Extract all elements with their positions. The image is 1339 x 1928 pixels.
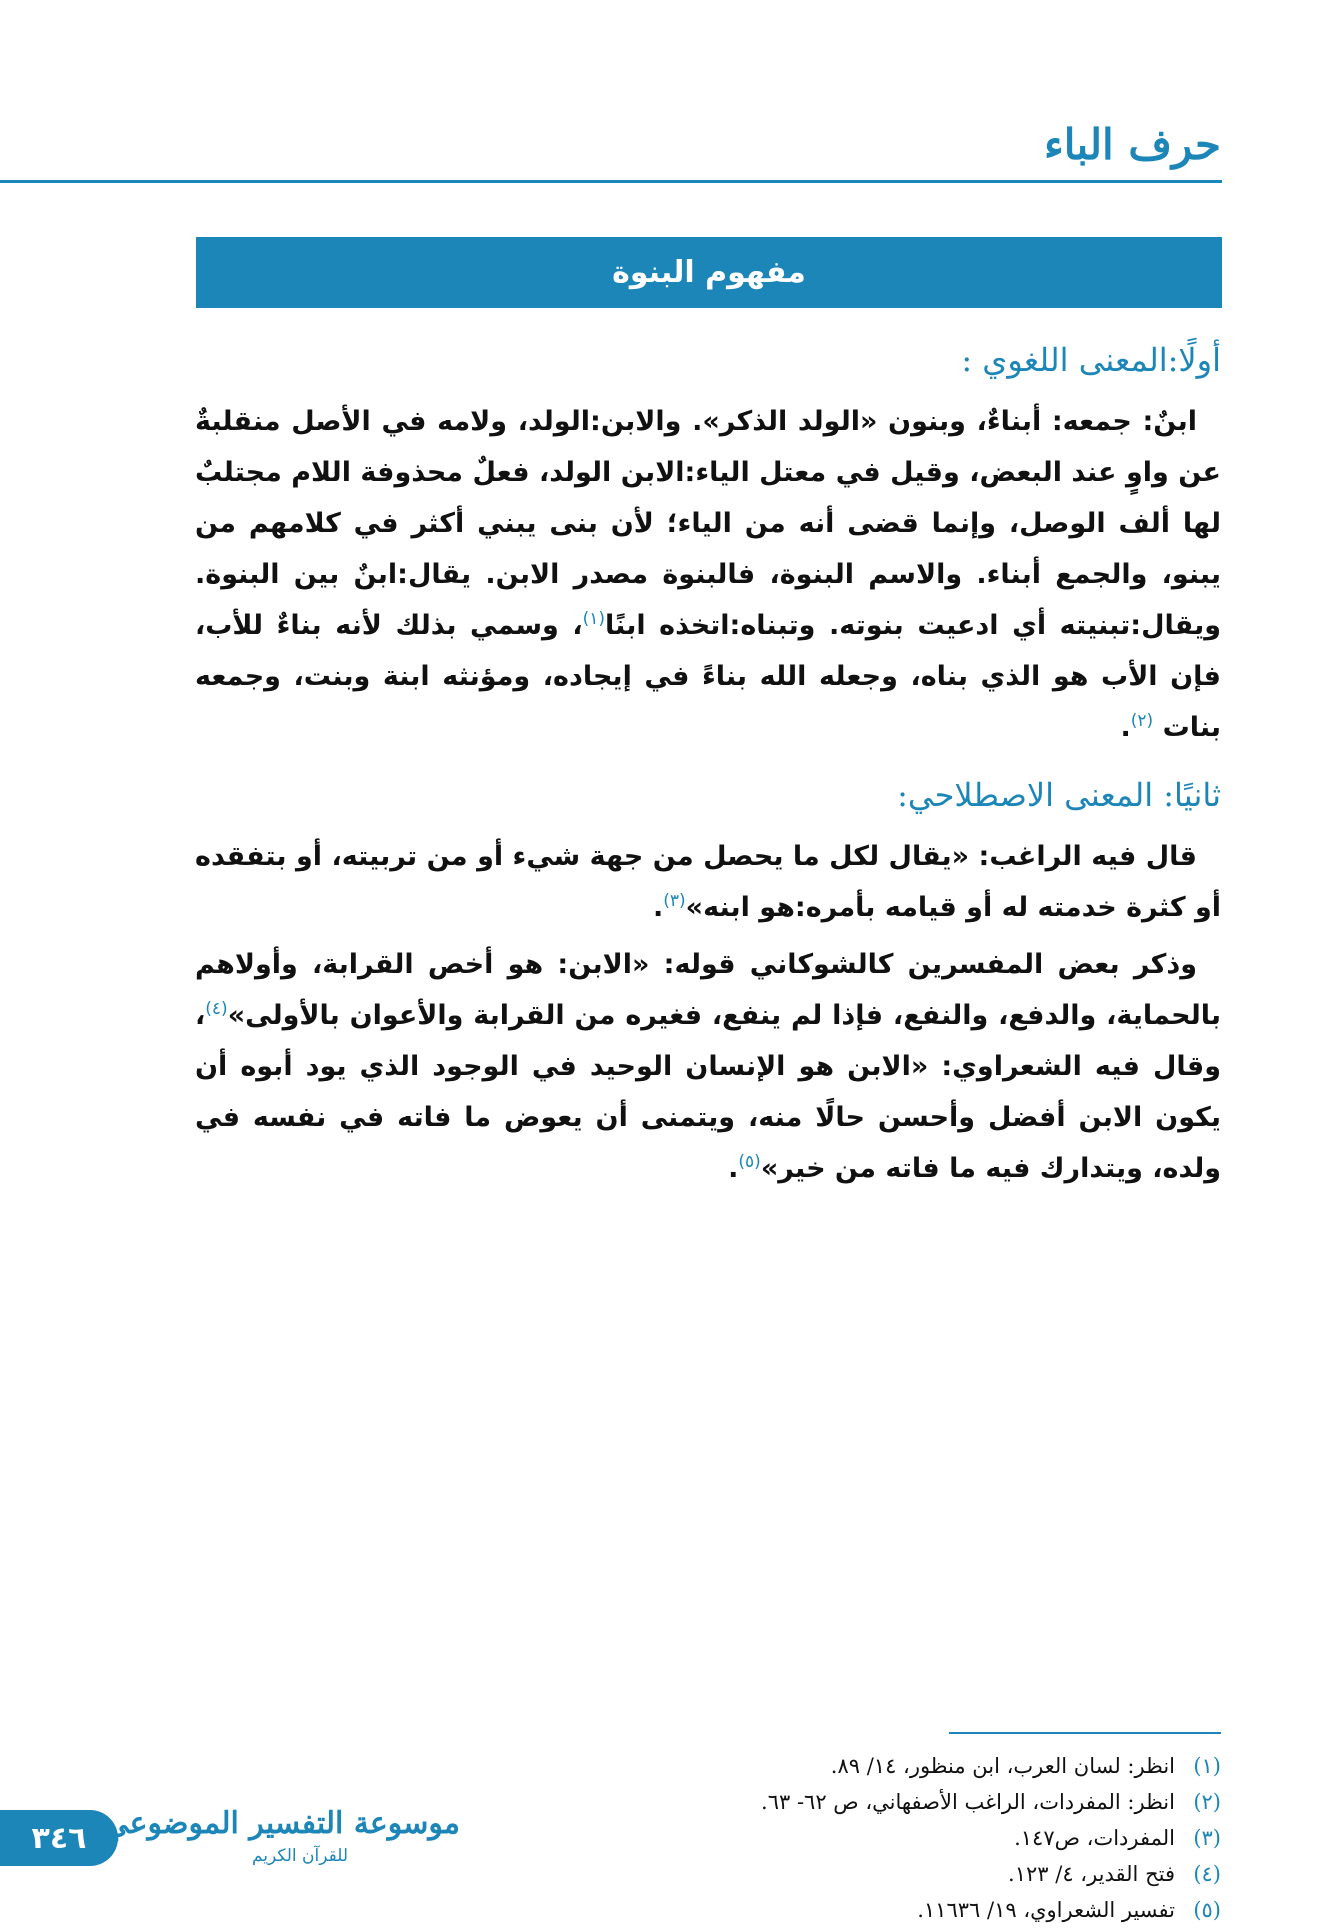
footnote-text: فتح القدير، ٤/ ١٢٣. (1008, 1862, 1175, 1886)
footnote-divider (949, 1732, 1221, 1734)
raghib-paragraph (195, 831, 1221, 933)
footnote-ref-3[interactable]: (٣) (663, 891, 686, 911)
linguistic-heading: أولًا:المعنى اللغوي : (961, 341, 1221, 379)
footnote-number: (١) (1193, 1754, 1221, 1778)
footnote-item (195, 1748, 1221, 1784)
footnote-ref-5[interactable]: (٥) (738, 1152, 761, 1172)
footnote-text: المفردات، ص١٤٧. (1014, 1826, 1175, 1850)
footnote-ref-1[interactable]: (١) (582, 609, 606, 629)
section-title: مفهوم البنوة (612, 255, 806, 290)
main-content (195, 336, 1221, 1200)
footnote-number: (٤) (1193, 1862, 1221, 1886)
raghib-text-end: . (652, 892, 664, 923)
linguistic-text-cont: ، وسمي بذلك لأنه بناءٌ للأب، فإن الأب هو الذي بناه، وجعله الله بناءً في إيجاده، ومؤنثه ابنة وبنت، وجمعه بنات (195, 610, 1221, 743)
shawkani-paragraph (195, 939, 1221, 1194)
footnote-number: (٥) (1193, 1898, 1221, 1922)
shaarawi-text: ، وقال فيه الشعراوي: «الابن هو الإنسان الوحيد في الوجود الذي يود أبوه أن يكون الابن أفضل وأحسن حالًا منه، ويتمنى أن يعوض ما فاته في نفسه في ولده، ويتدارك فيه ما فاته من خير» (195, 1000, 1221, 1184)
logo-subtitle: للقرآن الكريم (251, 1846, 349, 1866)
footnote-text: انظر: المفردات، الراغب الأصفهاني، ص ٦٢- ٦٣. (761, 1790, 1175, 1814)
footnote-number: (٣) (1193, 1826, 1221, 1850)
linguistic-text: ابنٌ: جمعه: أبناءٌ، وبنون «الولد الذكر». والابن:الولد، ولامه في الأصل منقلبةٌ عن واوٍ عند البعض، وقيل في معتل الياء:الابن الولد، فعلٌ محذوفة اللام مجتلبٌ لها ألف الوصل، وإنما قضى أنه من الياء؛ لأن بنى يبني أكثر في كلامهم من يبنو، والجمع أبناء. والاسم البنوة، فالبنوة مصدر الابن. يقال:ابنٌ بين البنوة. ويقال:تبنيته أي ادعيت بنوته. وتبناه:اتخذه ابنًا (195, 406, 1221, 641)
footnote-ref-2[interactable]: (٢) (1130, 711, 1154, 731)
shawkani-text: وذكر بعض المفسرين كالشوكاني قوله: «الابن: هو أخص القرابة، وأولاهم بالحماية، والدفع، والنفع، فإذا لم ينفع، فغيره من القرابة والأعوان بالأولى» (195, 949, 1221, 1031)
logo-title: موسوعة التفسير الموضوعي (104, 1806, 460, 1841)
header-divider (0, 180, 1222, 183)
footnote-text: انظر: لسان العرب، ابن منظور، ١٤/ ٨٩. (830, 1754, 1175, 1778)
footnote-ref-4[interactable]: (٤) (205, 999, 228, 1019)
shaarawi-text-end: . (728, 1153, 739, 1184)
footnote-text: تفسير الشعراوي، ١٩/ ١١٦٣٦. (917, 1898, 1175, 1922)
terminological-heading: ثانيًا: المعنى الاصطلاحي: (897, 776, 1221, 814)
linguistic-paragraph (195, 396, 1221, 753)
encyclopedia-logo (104, 1804, 460, 1880)
page-number: ٣٤٦ (31, 1820, 87, 1856)
linguistic-text-end: . (1120, 712, 1131, 743)
raghib-text: قال فيه الراغب: «يقال لكل ما يحصل من جهة شيء أو من تربيته، أو بتفقده أو كثرة خدمته له أو قيامه بأمره:هو ابنه» (195, 841, 1221, 923)
section-banner (196, 237, 1222, 308)
footnote-number: (٢) (1193, 1790, 1221, 1814)
footnote-item (195, 1892, 1221, 1928)
chapter-title: حرف الباء (1044, 120, 1221, 169)
page-number-badge (0, 1810, 118, 1866)
